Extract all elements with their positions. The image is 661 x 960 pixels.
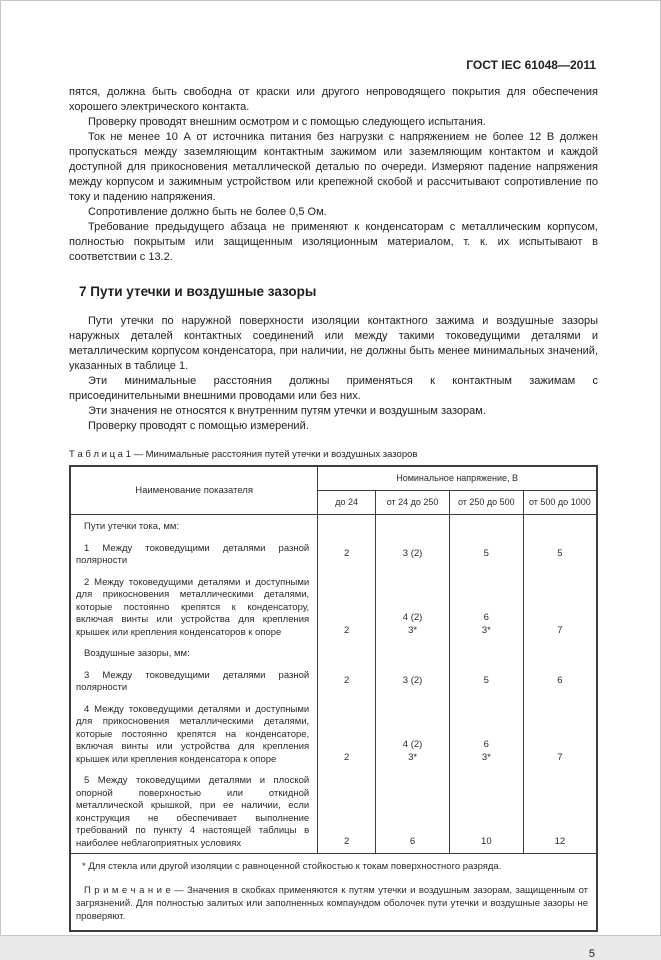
row-label: 4 Между токоведущими деталями и доступными для прикосновения металлическими деталями, которые постоянно крепятся на конденсаторе, включая винты или устройства для крепления крышек или крепления конденсатора к опоре [76,703,310,765]
table-data-row [70,664,597,698]
table-footnote-row [70,854,597,932]
value-cell: 3 (2) [376,664,450,698]
section-paragraphs [69,314,598,434]
row-label: 2 Между токоведущими деталями и доступными для прикосновения металлическими деталями, которые постоянно крепятся к конденсатору, включая винты или устройства для крепления крышек или крепления конденсаторов к опоре [76,576,310,638]
table-note: П р и м е ч а н и е — Значения в скобках применяются к путям утечки и воздушным зазорам, защищенным от загрязнений. Для полностью залитых или заполненных компаундом оболочек пути утечки и воздушные зазоры не проверяют. [76,885,588,922]
value-cell: 5 [449,537,523,571]
row-label: 3 Между токоведущими деталями разной полярности [76,669,310,693]
value-cell: 5 [449,664,523,698]
table-category-row [70,515,597,537]
value-cell: 2 [318,571,376,643]
name-column-header: Наименование показателя [70,466,318,515]
row-label: 5 Между токоведущими деталями и плоской опорной поверхностью или откидной металлической крышкой, при ее наличии, если конструкция не обеспечивает выполнение требований по пункту 4 настоящей таблицы в наиболее неблагоприятных условиях [76,775,310,849]
table-category-row [70,642,597,664]
value-cell [376,515,450,537]
value-cell: 2 [318,769,376,854]
voltage-column-header: от 24 до 250 [376,491,450,515]
value-cell: 7 [523,571,597,643]
value-cell [318,515,376,537]
body-paragraph: пятся, должна быть свободна от краски или другого непроводящего покрытия для обеспечения хорошего электрического контакта. [69,86,598,113]
table-data-row [70,537,597,571]
row-label: Воздушные зазоры, мм: [84,648,190,659]
body-paragraph: Проверку проводят с помощью измерений. [88,420,309,432]
voltage-column-header: до 24 [318,491,376,515]
value-cell: 4 (2) 3* [376,698,450,770]
voltage-column-header: от 500 до 1000 [523,491,597,515]
value-cell: 7 [523,698,597,770]
standard-number-header: ГОСТ IEC 61048—2011 [466,58,596,72]
value-cell: 12 [523,769,597,854]
clearances-table [69,465,598,932]
value-cell [523,642,597,664]
intro-paragraphs [69,85,598,265]
body-paragraph: Проверку проводят внешним осмотром и с помощью следующего испытания. [88,116,486,128]
value-cell [376,642,450,664]
value-cell: 2 [318,664,376,698]
body-paragraph: Эти минимальные расстояния должны применяться к контактным зажимам с присоединительными внешними проводами или без них. [69,375,598,402]
table-data-row [70,769,597,854]
value-cell: 3 (2) [376,537,450,571]
value-cell [449,515,523,537]
value-cell: 6 [376,769,450,854]
value-cell: 10 [449,769,523,854]
body-paragraph: Ток не менее 10 А от источника питания без нагрузки с напряжением не более 12 В должен пропускаться между заземляющим контактным зажимом или заземляющим контактом и каждой доступной для прикосновения металлической деталью по очереди. Измеряют падение напряжения между корпусом и зажимным устройством или крепежной скобой и рассчитывают сопротивление по току и падению напряжения. [69,131,598,203]
voltage-group-header: Номинальное напряжение, В [318,466,597,491]
body-paragraph: Требование предыдущего абзаца не применяют к конденсаторам с металлическим корпусом, полностью покрытым или защищенным изоляционным материалом, т. к. их испытывают в соответствии с 13.2. [69,221,598,263]
body-paragraph: Пути утечки по наружной поверхности изоляции контактного зажима и воздушные зазоры наружных деталей контактных соединений или между такими токоведущими деталями и металлическим корпусом конденсатора, при наличии, не должны быть менее минимальных значений, указанных в таблице 1. [69,315,598,372]
table-footnote: * Для стекла или другой изоляции с равноценной стойкостью к токам поверхностного разряда. [82,861,502,872]
body-paragraph: Эти значения не относятся к внутренним путям утечки и воздушным зазорам. [88,405,486,417]
table-caption: Т а б л и ц а 1 — Минимальные расстояния путей утечки и воздушных зазоров [69,449,418,460]
value-cell: 6 3* [449,571,523,643]
page-number: 5 [588,948,595,960]
value-cell: 6 3* [449,698,523,770]
value-cell: 5 [523,537,597,571]
table-data-row [70,571,597,643]
section-title: 7 Пути утечки и воздушные зазоры [79,284,317,299]
row-label: 1 Между токоведущими деталями разной полярности [76,542,310,566]
value-cell [449,642,523,664]
value-cell: 2 [318,698,376,770]
value-cell [318,642,376,664]
row-label: Пути утечки тока, мм: [84,521,180,532]
value-cell: 2 [318,537,376,571]
table-data-row [70,698,597,770]
value-cell [523,515,597,537]
value-cell: 4 (2) 3* [376,571,450,643]
value-cell: 6 [523,664,597,698]
table-header-row-1 [70,466,597,491]
voltage-column-header: от 250 до 500 [449,491,523,515]
body-paragraph: Сопротивление должно быть не более 0,5 Ом. [88,206,327,218]
